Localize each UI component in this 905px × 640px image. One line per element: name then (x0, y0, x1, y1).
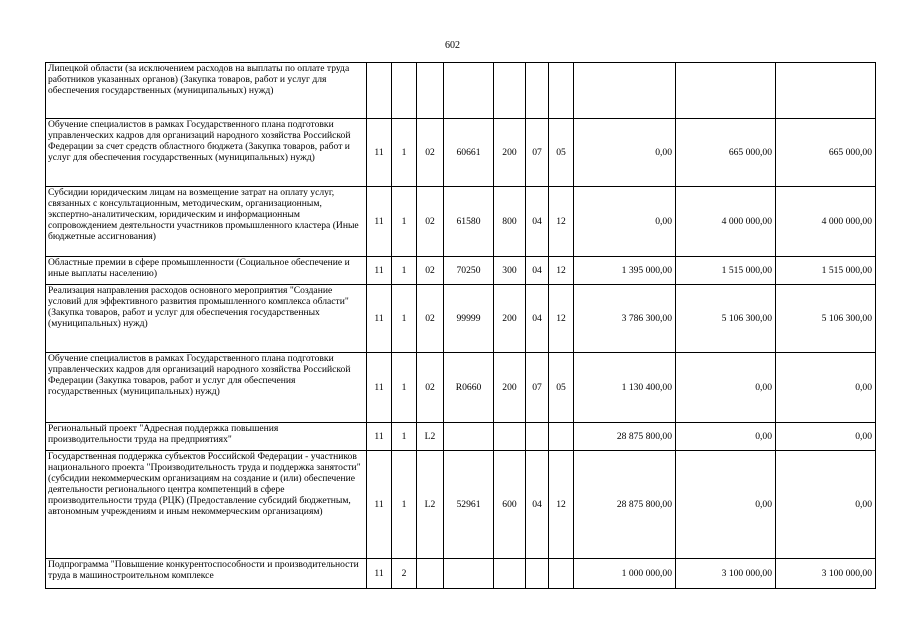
cell-amount-1: 28 875 800,00 (574, 451, 676, 559)
cell-code-3: 02 (417, 119, 444, 187)
cell-code-4 (444, 63, 494, 119)
cell-name: Региональный проект "Адресная поддержка повышения производительности труда на предприятиях" (46, 423, 367, 451)
cell-amount-2: 5 106 300,00 (676, 285, 776, 353)
cell-code-6: 04 (526, 451, 549, 559)
cell-amount-1 (574, 63, 676, 119)
table-row (46, 423, 876, 451)
cell-code-3 (417, 559, 444, 589)
cell-amount-2: 4 000 000,00 (676, 187, 776, 257)
cell-amount-3: 0,00 (776, 451, 876, 559)
cell-code-5: 800 (494, 187, 526, 257)
cell-amount-3: 5 106 300,00 (776, 285, 876, 353)
cell-code-1: 11 (367, 353, 392, 423)
cell-code-3: 02 (417, 187, 444, 257)
cell-code-7: 12 (549, 285, 574, 353)
cell-code-5: 200 (494, 119, 526, 187)
cell-name: Липецкой области (за исключением расходов на выплаты по оплате труда работников указанных органов) (Закупка товаров, работ и услуг для обеспечения государственных (муниципальных) нужд) (46, 63, 367, 119)
cell-amount-1: 1 395 000,00 (574, 257, 676, 285)
cell-name: Подпрограмма "Повышение конкурентоспособности и производительности труда в машиностроительном комплексе (46, 559, 367, 589)
cell-code-6: 04 (526, 285, 549, 353)
cell-amount-2: 0,00 (676, 451, 776, 559)
cell-code-2: 2 (392, 559, 417, 589)
cell-code-1: 11 (367, 423, 392, 451)
cell-amount-3 (776, 63, 876, 119)
cell-code-6: 04 (526, 257, 549, 285)
cell-code-5: 600 (494, 451, 526, 559)
cell-code-5 (494, 423, 526, 451)
cell-amount-1: 0,00 (574, 187, 676, 257)
cell-amount-2: 665 000,00 (676, 119, 776, 187)
table-row (46, 353, 876, 423)
cell-code-5 (494, 63, 526, 119)
cell-code-4 (444, 423, 494, 451)
cell-code-2: 1 (392, 119, 417, 187)
cell-code-5: 200 (494, 353, 526, 423)
cell-amount-3: 0,00 (776, 353, 876, 423)
cell-code-7: 12 (549, 187, 574, 257)
cell-code-2: 1 (392, 187, 417, 257)
table-row (46, 257, 876, 285)
table-row (46, 559, 876, 589)
cell-amount-1: 1 130 400,00 (574, 353, 676, 423)
cell-code-4: 70250 (444, 257, 494, 285)
cell-code-7 (549, 423, 574, 451)
cell-amount-1: 1 000 000,00 (574, 559, 676, 589)
table-row (46, 285, 876, 353)
cell-code-3: 02 (417, 285, 444, 353)
cell-code-3: L2 (417, 423, 444, 451)
cell-code-7: 12 (549, 451, 574, 559)
cell-name: Обучение специалистов в рамках Государственного плана подготовки управленческих кадров для организаций народного хозяйства Российской Федерации за счет средств областного бюджета (Закупка товаров, работ и услуг для обеспечения государственных (муниципальных) нужд) (46, 119, 367, 187)
cell-amount-2 (676, 63, 776, 119)
cell-code-1: 11 (367, 257, 392, 285)
table-row (46, 451, 876, 559)
cell-code-6: 07 (526, 119, 549, 187)
cell-name: Реализация направления расходов основного мероприятия "Создание условий для эффективного развития промышленного комплекса области" (Закупка товаров, работ и услуг для обеспечения государственных (муниципальных) нужд) (46, 285, 367, 353)
cell-code-5 (494, 559, 526, 589)
cell-amount-3: 3 100 000,00 (776, 559, 876, 589)
cell-code-3: 02 (417, 257, 444, 285)
cell-code-4: 61580 (444, 187, 494, 257)
cell-code-4: 52961 (444, 451, 494, 559)
cell-amount-1: 0,00 (574, 119, 676, 187)
cell-code-1: 11 (367, 559, 392, 589)
table-row (46, 187, 876, 257)
table-row (46, 119, 876, 187)
cell-code-3 (417, 63, 444, 119)
cell-code-1: 11 (367, 187, 392, 257)
cell-name: Субсидии юридическим лицам на возмещение затрат на оплату услуг, связанных с консультационным, методическим, организационным, экспертно-аналитическим, юридическим и информационным сопровождением деятельности участников промышленного кластера (Иные бюджетные ассигнования) (46, 187, 367, 257)
cell-amount-3: 0,00 (776, 423, 876, 451)
cell-amount-2: 0,00 (676, 353, 776, 423)
cell-amount-3: 1 515 000,00 (776, 257, 876, 285)
page-number: 602 (445, 40, 460, 51)
cell-code-2 (392, 63, 417, 119)
cell-code-2: 1 (392, 451, 417, 559)
cell-name: Областные премии в сфере промышленности (Социальное обеспечение и иные выплаты населению) (46, 257, 367, 285)
cell-code-1 (367, 63, 392, 119)
budget-table (45, 62, 876, 589)
cell-code-4: R0660 (444, 353, 494, 423)
cell-code-4 (444, 559, 494, 589)
cell-code-7 (549, 63, 574, 119)
cell-code-1: 11 (367, 451, 392, 559)
cell-code-2: 1 (392, 285, 417, 353)
cell-code-7 (549, 559, 574, 589)
cell-amount-2: 0,00 (676, 423, 776, 451)
cell-code-5: 200 (494, 285, 526, 353)
cell-amount-2: 1 515 000,00 (676, 257, 776, 285)
cell-code-6 (526, 63, 549, 119)
cell-code-3: L2 (417, 451, 444, 559)
cell-code-6 (526, 559, 549, 589)
cell-code-7: 05 (549, 353, 574, 423)
cell-name: Государственная поддержка субъектов Российской Федерации - участников национального проекта "Производительность труда и поддержка занятости" (субсидии некоммерческим организациям на создание и (или) обеспечение деятельности регионального центра компетенций в сфере производительности труда (РЦК) (Предоставление субсидий бюджетным, автономным учреждениям и иным некоммерческим организациям) (46, 451, 367, 559)
cell-code-2: 1 (392, 257, 417, 285)
cell-amount-1: 3 786 300,00 (574, 285, 676, 353)
cell-code-4: 99999 (444, 285, 494, 353)
cell-amount-2: 3 100 000,00 (676, 559, 776, 589)
cell-code-6: 04 (526, 187, 549, 257)
cell-name: Обучение специалистов в рамках Государственного плана подготовки управленческих кадров для организаций народного хозяйства Российской Федерации (Закупка товаров, работ и услуг для обеспечения государственных (муниципальных) нужд) (46, 353, 367, 423)
cell-code-6: 07 (526, 353, 549, 423)
cell-code-6 (526, 423, 549, 451)
cell-code-1: 11 (367, 119, 392, 187)
cell-amount-1: 28 875 800,00 (574, 423, 676, 451)
cell-amount-3: 4 000 000,00 (776, 187, 876, 257)
cell-code-2: 1 (392, 423, 417, 451)
cell-code-1: 11 (367, 285, 392, 353)
cell-code-5: 300 (494, 257, 526, 285)
cell-code-7: 05 (549, 119, 574, 187)
cell-amount-3: 665 000,00 (776, 119, 876, 187)
cell-code-4: 60661 (444, 119, 494, 187)
cell-code-7: 12 (549, 257, 574, 285)
table-row (46, 63, 876, 119)
cell-code-3: 02 (417, 353, 444, 423)
cell-code-2: 1 (392, 353, 417, 423)
